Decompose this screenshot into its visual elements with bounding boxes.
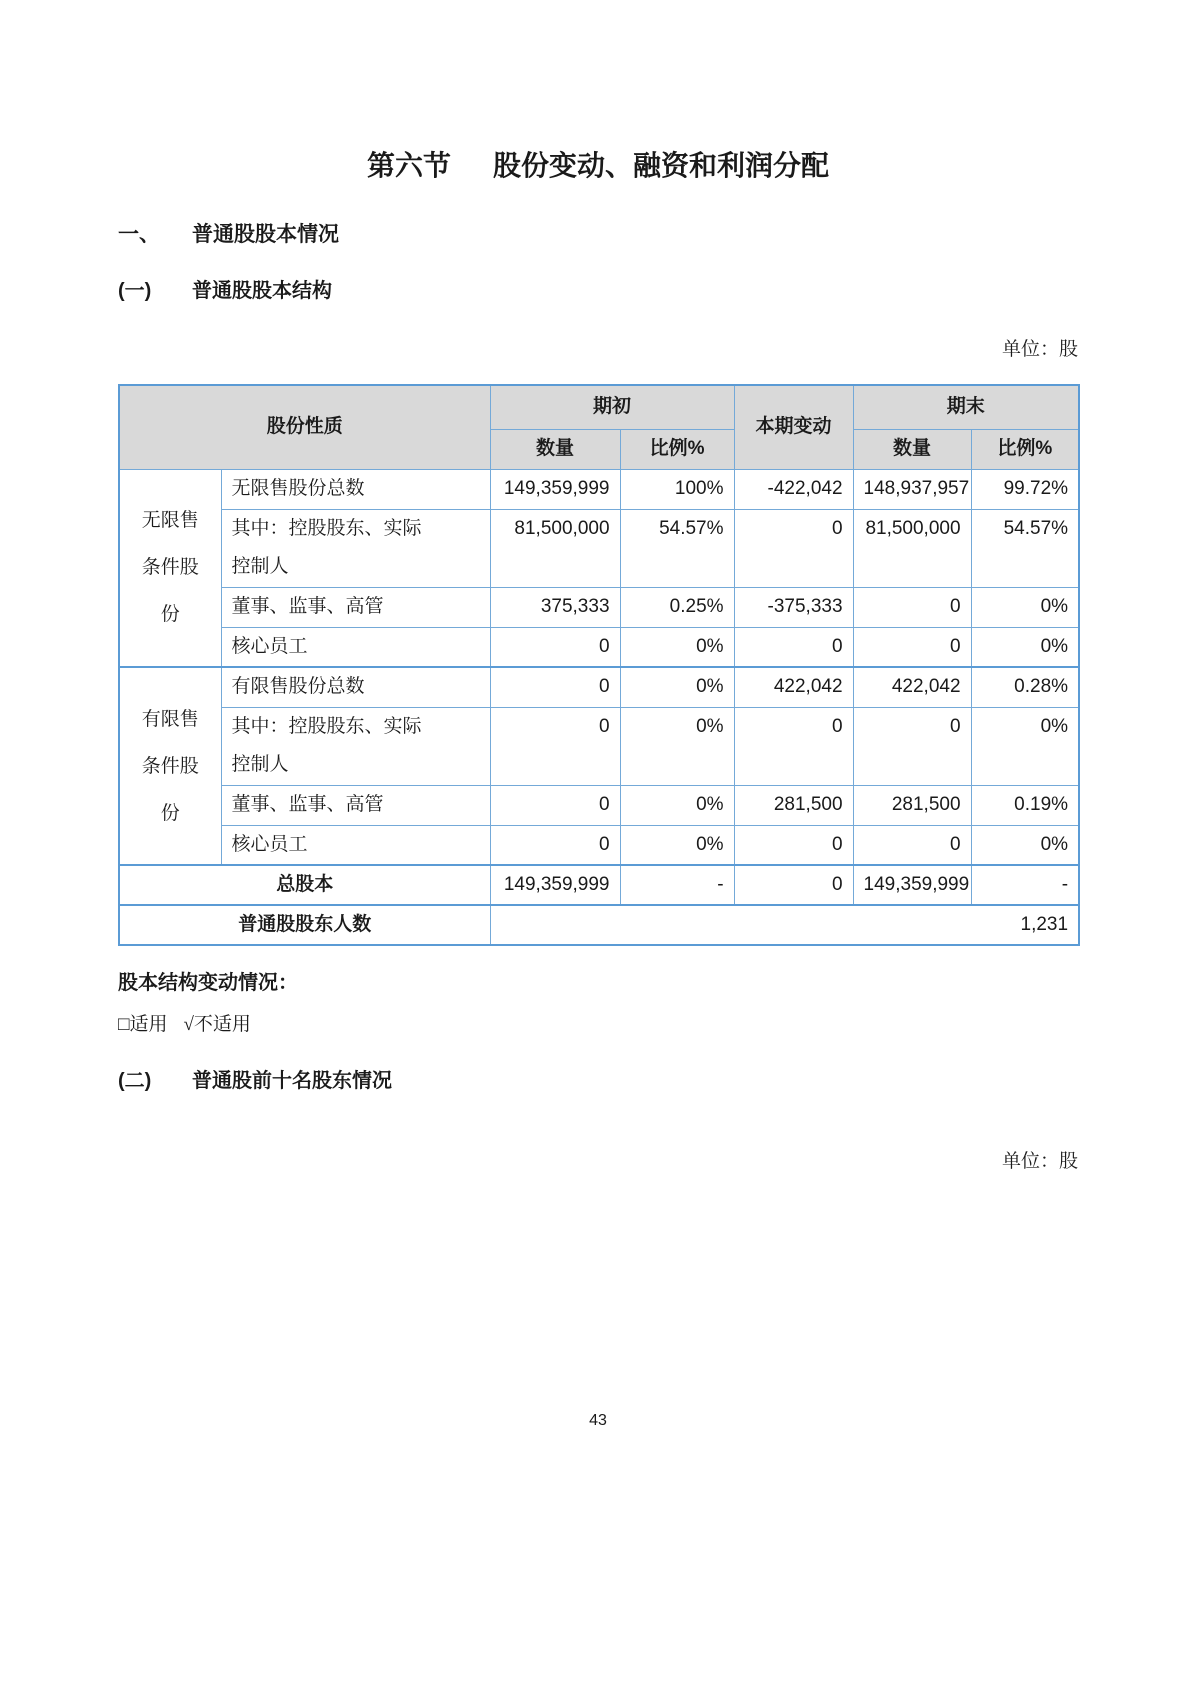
cell-begin-pct: 0% — [620, 667, 734, 707]
section-heading-1 — [118, 222, 1078, 248]
not-applicable-option: √不适用 — [183, 1014, 251, 1035]
cell-end-pct: 99.72% — [971, 469, 1079, 509]
cell-begin-pct: 0% — [620, 785, 734, 825]
cell-begin-qty: 0 — [490, 785, 620, 825]
cell-begin-qty: 81,500,000 — [490, 509, 620, 587]
header-period-begin: 期初 — [490, 385, 734, 429]
row-label: 无限售股份总数 — [221, 469, 490, 509]
title-text: 股份变动、融资和利润分配 — [493, 150, 830, 181]
row-label: 董事、监事、高管 — [221, 785, 490, 825]
cell-begin-pct: 0.25% — [620, 587, 734, 627]
header-begin-pct: 比例% — [620, 429, 734, 469]
applicable-option: □适用 — [118, 1014, 168, 1035]
subsection-label: 普通股股本结构 — [192, 280, 332, 302]
cell-begin-qty: 149,359,999 — [490, 865, 620, 905]
applicability-line — [118, 1012, 1078, 1038]
holders-row — [119, 905, 1079, 945]
table-row — [119, 707, 1079, 785]
cell-end-qty: 281,500 — [853, 785, 971, 825]
cell-change: 281,500 — [734, 785, 853, 825]
group-label-cell — [119, 469, 221, 667]
cell-end-pct: 0.19% — [971, 785, 1079, 825]
cell-change: 0 — [734, 825, 853, 865]
cell-end-qty: 422,042 — [853, 667, 971, 707]
header-begin-qty: 数量 — [490, 429, 620, 469]
table-row — [119, 785, 1079, 825]
document-page — [118, 0, 1078, 1174]
group-label-cell — [119, 667, 221, 865]
cell-end-qty: 148,937,957 — [853, 469, 971, 509]
cell-end-pct: - — [971, 865, 1079, 905]
header-period-change: 本期变动 — [734, 385, 853, 469]
group-label: 无限售条件股份 — [141, 510, 199, 626]
cell-end-pct: 0% — [971, 587, 1079, 627]
cell-begin-pct: 0% — [620, 707, 734, 785]
header-nature: 股份性质 — [119, 385, 490, 469]
table-row — [119, 667, 1079, 707]
table-row — [119, 587, 1079, 627]
table-row — [119, 627, 1079, 667]
cell-end-qty: 0 — [853, 587, 971, 627]
cell-end-qty: 149,359,999 — [853, 865, 971, 905]
cell-begin-qty: 0 — [490, 707, 620, 785]
unit-label-2: 单位：股 — [1001, 1151, 1078, 1172]
cell-begin-qty: 149,359,999 — [490, 469, 620, 509]
cell-change: 0 — [734, 627, 853, 667]
cell-begin-pct: 0% — [620, 627, 734, 667]
cell-end-pct: 0% — [971, 627, 1079, 667]
row-label: 董事、监事、高管 — [221, 587, 490, 627]
title-prefix: 第六节 — [366, 150, 451, 181]
header-end-pct: 比例% — [971, 429, 1079, 469]
page-number: 43 — [589, 1412, 607, 1429]
group-label: 有限售条件股份 — [141, 708, 199, 824]
subsection-heading-1 — [118, 278, 1078, 304]
cell-begin-pct: 0% — [620, 825, 734, 865]
cell-change: -422,042 — [734, 469, 853, 509]
row-label: 核心员工 — [221, 825, 490, 865]
cell-end-qty: 0 — [853, 825, 971, 865]
unit-label: 单位：股 — [1001, 339, 1078, 360]
table-row — [119, 509, 1079, 587]
cell-begin-pct: - — [620, 865, 734, 905]
section-number: 一、 — [118, 223, 160, 246]
cell-end-pct: 0% — [971, 707, 1079, 785]
total-label: 总股本 — [119, 865, 490, 905]
cell-begin-pct: 54.57% — [620, 509, 734, 587]
section-label: 普通股股本情况 — [192, 223, 339, 246]
cell-change: 0 — [734, 707, 853, 785]
notes-heading: 股本结构变动情况： — [118, 972, 298, 994]
page-title — [118, 150, 1078, 182]
table-row — [119, 825, 1079, 865]
row-label: 有限售股份总数 — [221, 667, 490, 707]
cell-begin-qty: 375,333 — [490, 587, 620, 627]
row-label: 其中：控股股东、实际控制人 — [221, 509, 490, 587]
cell-end-pct: 54.57% — [971, 509, 1079, 587]
cell-change: 0 — [734, 509, 853, 587]
cell-change: 422,042 — [734, 667, 853, 707]
subsection-number: (一) — [118, 280, 152, 302]
cell-end-pct: 0% — [971, 825, 1079, 865]
cell-change: -375,333 — [734, 587, 853, 627]
header-end-qty: 数量 — [853, 429, 971, 469]
cell-end-qty: 81,500,000 — [853, 509, 971, 587]
share-structure-table — [118, 384, 1080, 946]
cell-begin-qty: 0 — [490, 627, 620, 667]
cell-end-pct: 0.28% — [971, 667, 1079, 707]
header-period-end: 期末 — [853, 385, 1079, 429]
subsection-label: 普通股前十名股东情况 — [192, 1070, 392, 1092]
cell-end-qty: 0 — [853, 627, 971, 667]
table-row — [119, 469, 1079, 509]
cell-change: 0 — [734, 865, 853, 905]
holders-count: 1,231 — [490, 905, 1079, 945]
cell-end-qty: 0 — [853, 707, 971, 785]
subsection-number: (二) — [118, 1070, 152, 1092]
total-row — [119, 865, 1079, 905]
holders-label: 普通股股东人数 — [119, 905, 490, 945]
subsection-heading-2 — [118, 1068, 1078, 1094]
row-label: 核心员工 — [221, 627, 490, 667]
row-label: 其中：控股股东、实际控制人 — [221, 707, 490, 785]
cell-begin-qty: 0 — [490, 825, 620, 865]
cell-begin-pct: 100% — [620, 469, 734, 509]
table-header-row — [119, 385, 1079, 429]
cell-begin-qty: 0 — [490, 667, 620, 707]
